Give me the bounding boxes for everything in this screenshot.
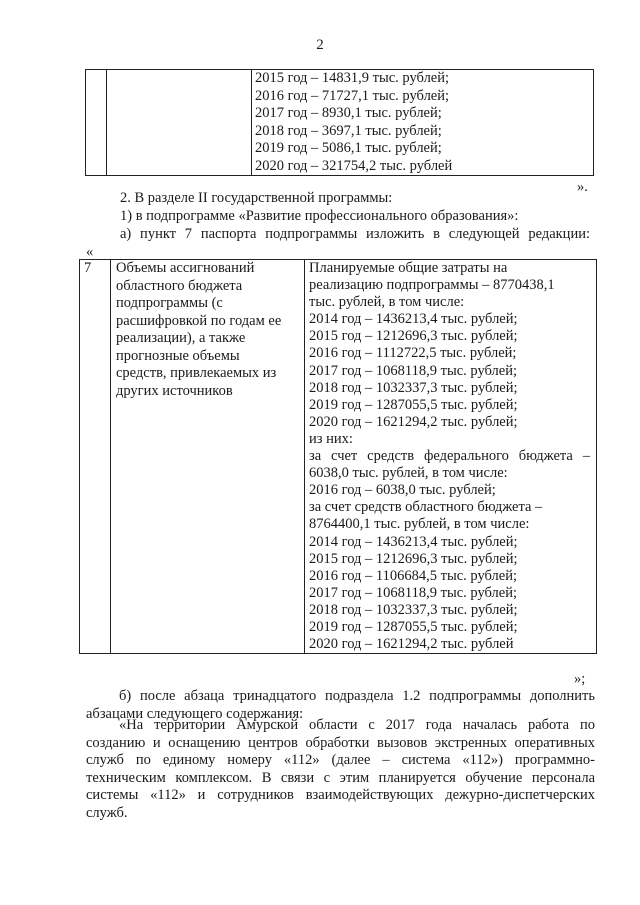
description-cell: [111, 260, 305, 654]
paragraph-line: созданию и оснащению центров обработки вызовов экстренных оперативных: [86, 734, 595, 751]
value-line: 2016 год – 1106684,5 тыс. рублей;: [309, 567, 517, 584]
value-line: 2015 год – 1212696,3 тыс. рублей;: [309, 550, 518, 567]
quoted-paragraph: [86, 717, 595, 822]
closing-quote-mark: ».: [577, 179, 588, 195]
paragraph-line: абзацами следующего содержания:: [86, 705, 304, 722]
description-line: подпрограммы (с: [116, 295, 223, 311]
value-line: реализацию подпрограммы – 8770438,1: [309, 277, 555, 294]
table-cell-empty: [107, 70, 252, 176]
value-line: 2016 год – 1112722,5 тыс. рублей;: [309, 345, 517, 362]
table-line: 2018 год – 3697,1 тыс. рублей;: [255, 122, 442, 139]
value-line: из них:: [309, 430, 353, 447]
passport-table: [79, 259, 597, 654]
value-line: 8764400,1 тыс. рублей, в том числе:: [309, 516, 530, 533]
paragraph-line: системы «112» и сотрудников взаимодействующих дежурно-диспетчерских: [86, 787, 595, 803]
table-line: 2020 год – 321754,2 тыс. рублей: [255, 157, 453, 174]
table-cell-values: [252, 70, 594, 176]
value-line: 2015 год – 1212696,3 тыс. рублей;: [309, 328, 518, 345]
description-line: средств, привлекаемых из: [116, 365, 277, 381]
section-heading: 2. В разделе II государственной программы:: [120, 190, 393, 206]
value-line: 2019 год – 1287055,5 тыс. рублей;: [309, 396, 518, 413]
table-line: 2016 год – 71727,1 тыс. рублей;: [255, 87, 450, 104]
value-line: 2014 год – 1436213,4 тыс. рублей;: [309, 533, 518, 550]
value-line: 2017 год – 1068118,9 тыс. рублей;: [309, 362, 517, 379]
table-line: 2017 год – 8930,1 тыс. рублей;: [255, 105, 442, 121]
description-line: реализации), а также: [116, 330, 246, 346]
opening-quote-mark: «: [86, 244, 94, 260]
subprogram-line: 1) в подпрограмме «Развитие профессионального образования»:: [120, 208, 519, 224]
table-cell-empty: [86, 70, 107, 176]
paragraph-line: служб по единому номеру «112» (далее – система «112») программно-: [86, 752, 595, 768]
value-line: Планируемые общие затраты на: [309, 260, 508, 276]
value-line: за счет средств федерального бюджета –: [309, 448, 590, 465]
table-line: 2019 год – 5086,1 тыс. рублей;: [255, 140, 442, 156]
budget-table-continuation: [85, 69, 594, 176]
paragraph-line: б) после абзаца тринадцатого подраздела 1.2 подпрограммы дополнить: [119, 688, 595, 704]
description-line: прогнозные объемы: [116, 347, 240, 364]
value-line: 2014 год – 1436213,4 тыс. рублей;: [309, 311, 518, 328]
description-line: областного бюджета: [116, 277, 243, 294]
value-line: 6038,0 тыс. рублей, в том числе:: [309, 465, 508, 482]
row-number: 7: [84, 260, 92, 276]
instruction-line: а) пункт 7 паспорта подпрограммы изложить в следующей редакции:: [120, 226, 590, 242]
value-line: тыс. рублей, в том числе:: [309, 294, 465, 311]
description-line: расшифровкой по годам ее: [116, 312, 282, 329]
values-cell: [305, 260, 597, 654]
description-line: Объемы ассигнований: [116, 260, 255, 276]
row-number-cell: [80, 260, 111, 654]
value-line: 2020 год – 1621294,2 тыс. рублей: [309, 636, 514, 653]
value-line: 2019 год – 1287055,5 тыс. рублей;: [309, 618, 518, 635]
value-line: 2018 год – 1032337,3 тыс. рублей;: [309, 379, 518, 396]
table-line: 2015 год – 14831,9 тыс. рублей;: [255, 70, 450, 86]
value-line: за счет средств областного бюджета –: [309, 499, 543, 516]
description-line: других источников: [116, 382, 233, 399]
paragraph-line: служб.: [86, 804, 128, 821]
paragraph-line: «На территории Амурской области с 2017 года началась работа по: [119, 717, 595, 733]
value-line: 2016 год – 6038,0 тыс. рублей;: [309, 482, 496, 499]
page-number: 2: [316, 37, 324, 53]
paragraph-line: техническим комплексом. В связи с этим планируется обучение персонала: [86, 769, 595, 786]
closing-quote-mark: »;: [574, 671, 586, 687]
value-line: 2017 год – 1068118,9 тыс. рублей;: [309, 584, 517, 601]
value-line: 2020 год – 1621294,2 тыс. рублей;: [309, 413, 518, 430]
value-line: 2018 год – 1032337,3 тыс. рублей;: [309, 601, 518, 618]
